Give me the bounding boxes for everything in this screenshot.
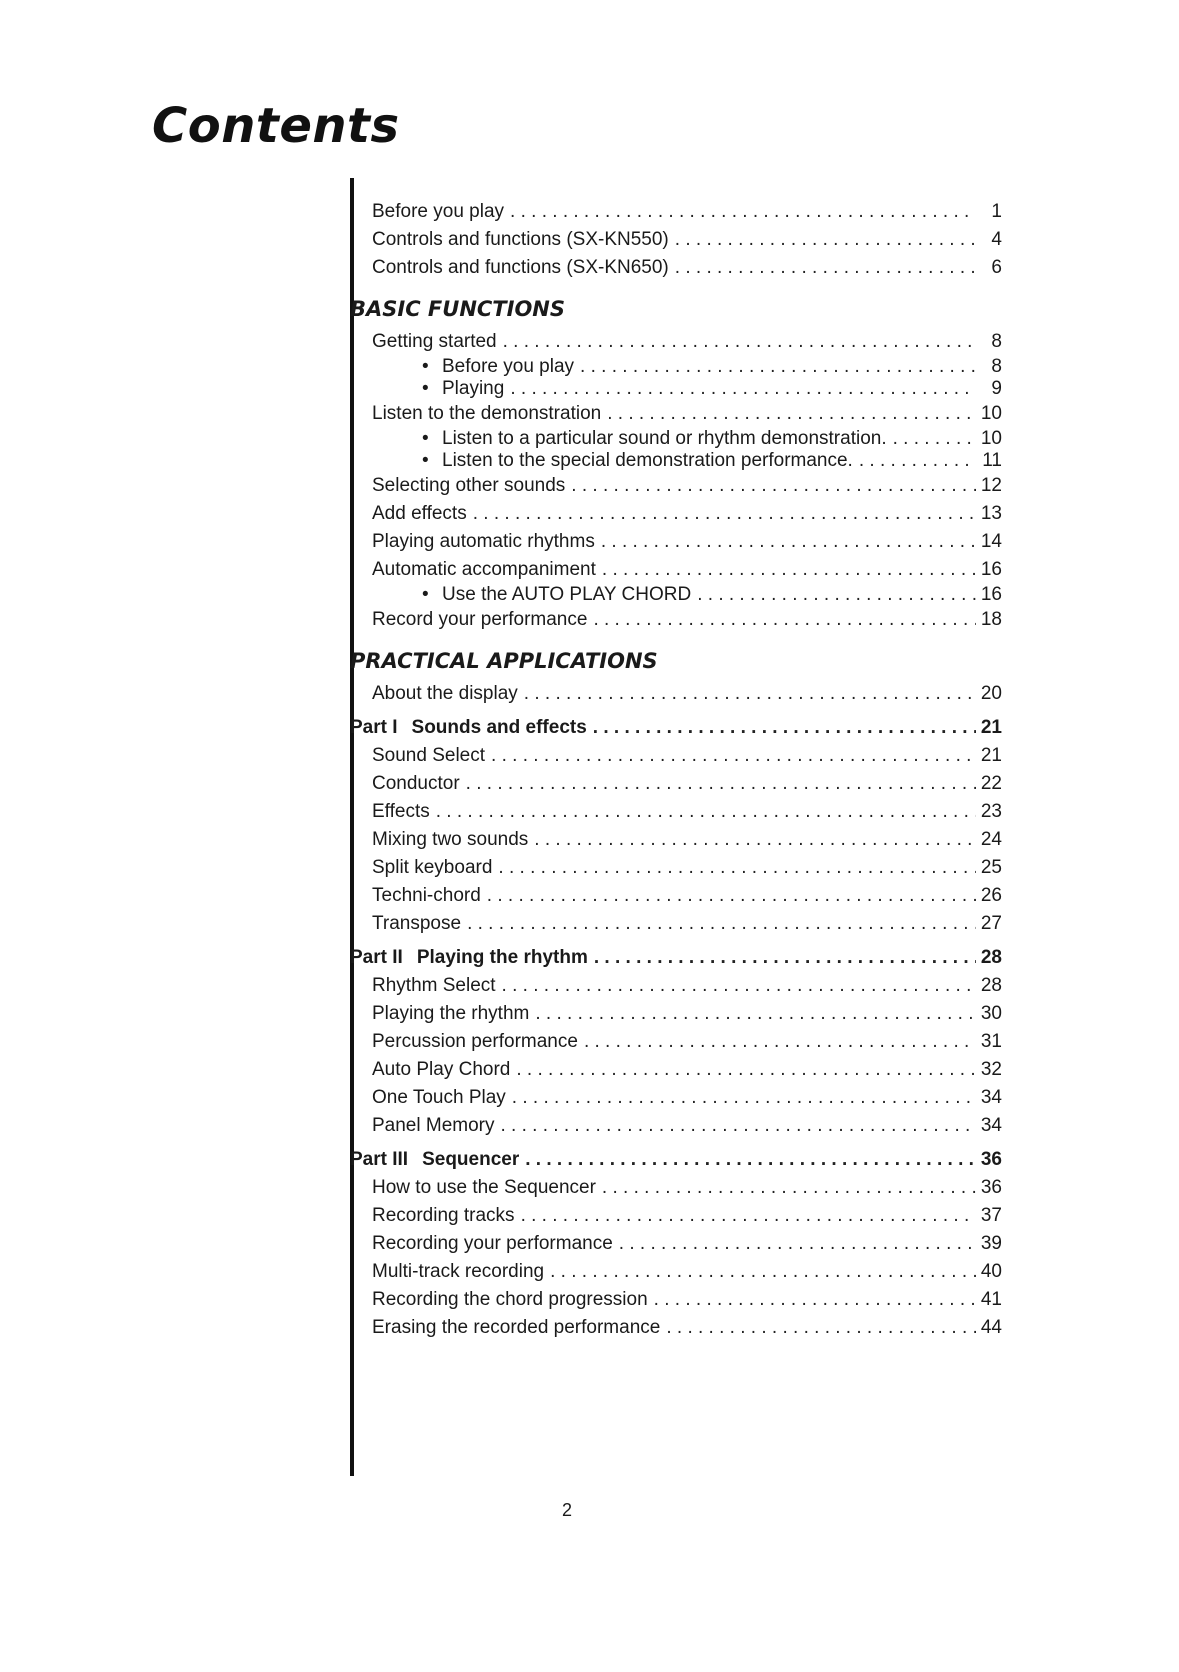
toc-dot-leader	[666, 1314, 976, 1342]
toc-subentry[interactable]	[372, 378, 1002, 400]
toc-entry-label: Split keyboard	[372, 857, 493, 878]
toc-entry[interactable]	[372, 1028, 1002, 1056]
toc-entry-label: Conductor	[372, 773, 460, 794]
toc-dot-leader	[503, 328, 976, 356]
toc-entry-label: Automatic accompaniment	[372, 559, 596, 580]
toc-entry-page: 6	[991, 257, 1002, 278]
toc-dot-leader	[516, 1056, 976, 1084]
toc-entry-page: 1	[991, 201, 1002, 222]
toc-entry-page: 24	[980, 829, 1002, 850]
toc-entry[interactable]	[372, 606, 1002, 634]
toc-entry-label: Add effects	[372, 503, 467, 524]
toc-entry-page: 11	[982, 450, 1002, 471]
toc-entry-page: 34	[980, 1115, 1002, 1136]
toc-entry-page: 8	[991, 331, 1002, 352]
toc-entry-page: 14	[980, 531, 1002, 552]
toc-dot-leader	[512, 1084, 976, 1112]
toc-entry-page: 39	[980, 1233, 1002, 1254]
toc-entry-label: Listen to a particular sound or rhythm demonstration.	[442, 428, 887, 449]
toc-entry[interactable]	[372, 500, 1002, 528]
toc-entry[interactable]	[372, 254, 1002, 282]
toc-entry-label: Controls and functions (SX-KN650)	[372, 257, 669, 278]
page-title: Contents	[152, 98, 400, 154]
toc-entry-label: Multi-track recording	[372, 1261, 545, 1282]
toc-entry-page: 20	[980, 683, 1002, 704]
toc-entry-label: Use the AUTO PLAY CHORD	[442, 584, 692, 605]
toc-entry-page: 25	[980, 857, 1002, 878]
toc-entry-page: 41	[980, 1289, 1002, 1310]
toc-dot-leader	[602, 556, 976, 584]
toc-entry-page: 10	[980, 428, 1002, 449]
toc-entry-label: Controls and functions (SX-KN550)	[372, 229, 669, 250]
part-number: Part III	[350, 1149, 409, 1170]
toc-dot-leader	[491, 742, 976, 770]
toc-dot-leader	[487, 882, 976, 910]
toc-entry-label: Listen to the special demonstration performance.	[442, 450, 853, 471]
toc-entry-page: 32	[980, 1059, 1002, 1080]
toc-entry-label: Mixing two sounds	[372, 829, 529, 850]
toc-dot-leader	[859, 450, 976, 472]
toc-dot-leader	[524, 680, 976, 708]
toc-dot-leader	[893, 428, 976, 450]
toc-entry[interactable]	[372, 770, 1002, 798]
toc-entry[interactable]	[372, 400, 1002, 428]
toc-entry-label: Techni-chord	[372, 885, 481, 906]
toc-entry[interactable]	[372, 1314, 1002, 1342]
toc-dot-leader	[502, 972, 976, 1000]
toc-entry-page: 8	[991, 356, 1002, 377]
bullet: •	[422, 450, 429, 471]
bullet: •	[422, 356, 429, 377]
toc-entry-label: Selecting other sounds	[372, 475, 566, 496]
toc-subentry[interactable]	[372, 450, 1002, 472]
toc-dot-leader	[571, 472, 976, 500]
toc-dot-leader	[697, 584, 976, 606]
toc-dot-leader	[675, 226, 976, 254]
toc-entry-page: 28	[980, 947, 1002, 968]
toc-entry-label: Percussion performance	[372, 1031, 578, 1052]
part-title: Sounds and effects	[411, 717, 587, 738]
toc-entry-page: 4	[991, 229, 1002, 250]
toc-entry[interactable]	[372, 972, 1002, 1000]
toc-dot-leader	[521, 1202, 976, 1230]
toc-dot-leader	[550, 1258, 976, 1286]
toc-entry-label: Transpose	[372, 913, 462, 934]
toc-entry[interactable]	[372, 198, 1002, 226]
toc-entry[interactable]	[372, 472, 1002, 500]
bullet: •	[422, 584, 429, 605]
toc-entry-page: 16	[980, 584, 1002, 605]
toc-entry-label: Before you play	[442, 356, 575, 377]
toc-dot-leader	[467, 910, 976, 938]
toc-entry-label: Playing automatic rhythms	[372, 531, 595, 552]
toc-entry-page: 31	[980, 1031, 1002, 1052]
toc-dot-leader	[654, 1286, 976, 1314]
toc-entry-page: 40	[980, 1261, 1002, 1282]
toc-entry[interactable]	[372, 556, 1002, 584]
toc-entry[interactable]	[372, 328, 1002, 356]
toc-entry-label: Recording your performance	[372, 1233, 613, 1254]
toc-entry-label: Record your performance	[372, 609, 588, 630]
toc-entry-page: 21	[980, 745, 1002, 766]
toc-entry[interactable]	[372, 826, 1002, 854]
toc-dot-leader	[534, 826, 976, 854]
toc-entry-page: 9	[991, 378, 1002, 399]
toc-entry-label: Getting started	[372, 331, 497, 352]
toc-dot-leader	[473, 500, 976, 528]
section-heading-basic: BASIC FUNCTIONS	[350, 297, 565, 321]
toc-entry[interactable]	[372, 1202, 1002, 1230]
part-number: Part I	[350, 717, 398, 738]
toc-subentry[interactable]	[372, 428, 1002, 450]
toc-entry-page: 27	[980, 913, 1002, 934]
table-of-contents	[350, 198, 1002, 1342]
toc-subentry[interactable]	[372, 584, 1002, 606]
toc-entry-label: Playing	[442, 378, 505, 399]
toc-part-entry[interactable]	[350, 1146, 1002, 1174]
toc-entry-page: 44	[980, 1317, 1002, 1338]
toc-entry-label: Rhythm Select	[372, 975, 496, 996]
toc-entry-page: 21	[980, 717, 1002, 738]
toc-entry[interactable]	[372, 882, 1002, 910]
toc-dot-leader	[584, 1028, 976, 1056]
toc-entry[interactable]	[372, 1230, 1002, 1258]
toc-entry-label: About the display	[372, 683, 518, 704]
toc-entry-page: 30	[980, 1003, 1002, 1024]
toc-entry[interactable]	[372, 910, 1002, 938]
toc-entry[interactable]	[372, 798, 1002, 826]
part-number: Part II	[350, 947, 403, 968]
toc-entry-label: Before you play	[372, 201, 505, 222]
toc-entry[interactable]	[372, 1084, 1002, 1112]
toc-entry-label: Recording tracks	[372, 1205, 515, 1226]
toc-part-entry[interactable]	[350, 714, 1002, 742]
toc-entry-label: Panel Memory	[372, 1115, 495, 1136]
toc-entry-label: Erasing the recorded performance	[372, 1317, 661, 1338]
toc-dot-leader	[602, 1174, 976, 1202]
toc-dot-leader	[466, 770, 976, 798]
toc-entry-label: Effects	[372, 801, 430, 822]
toc-entry-label: How to use the Sequencer	[372, 1177, 596, 1198]
toc-entry-page: 36	[980, 1149, 1002, 1170]
toc-entry[interactable]	[372, 1056, 1002, 1084]
toc-dot-leader	[501, 1112, 977, 1140]
toc-entry-page: 18	[980, 609, 1002, 630]
toc-entry-label: Auto Play Chord	[372, 1059, 511, 1080]
toc-entry[interactable]	[372, 1112, 1002, 1140]
toc-entry-label: Playing the rhythm	[372, 1003, 530, 1024]
toc-dot-leader	[498, 854, 976, 882]
toc-entry[interactable]	[372, 528, 1002, 556]
part-title: Sequencer	[422, 1149, 520, 1170]
toc-entry[interactable]	[372, 1286, 1002, 1314]
toc-entry-page: 37	[980, 1205, 1002, 1226]
toc-dot-leader	[535, 1000, 976, 1028]
toc-entry[interactable]	[372, 226, 1002, 254]
toc-dot-leader	[436, 798, 976, 826]
toc-dot-leader	[593, 606, 976, 634]
toc-dot-leader	[510, 198, 976, 226]
toc-dot-leader	[601, 528, 976, 556]
toc-dot-leader	[580, 356, 976, 378]
bullet: •	[422, 378, 429, 399]
toc-entry[interactable]	[372, 854, 1002, 882]
toc-entry-page: 13	[980, 503, 1002, 524]
toc-entry-page: 34	[980, 1087, 1002, 1108]
part-title: Playing the rhythm	[416, 947, 588, 968]
vertical-rule	[350, 178, 354, 1476]
toc-entry-page: 22	[980, 773, 1002, 794]
toc-entry[interactable]	[372, 1174, 1002, 1202]
toc-entry-page: 23	[980, 801, 1002, 822]
toc-entry[interactable]	[372, 1000, 1002, 1028]
toc-dot-leader	[619, 1230, 976, 1258]
toc-dot-leader	[594, 944, 976, 972]
toc-entry-label: Recording the chord progression	[372, 1289, 648, 1310]
toc-dot-leader	[510, 378, 976, 400]
toc-subentry[interactable]	[372, 356, 1002, 378]
toc-entry-page: 16	[980, 559, 1002, 580]
toc-entry-page: 28	[980, 975, 1002, 996]
toc-entry-label: Sound Select	[372, 745, 486, 766]
bullet: •	[422, 428, 429, 449]
toc-dot-leader	[525, 1146, 976, 1174]
toc-entry[interactable]	[372, 1258, 1002, 1286]
toc-dot-leader	[675, 254, 976, 282]
toc-part-entry[interactable]	[350, 944, 1002, 972]
toc-entry-page: 36	[980, 1177, 1002, 1198]
section-heading-practical: PRACTICAL APPLICATIONS	[350, 649, 658, 673]
toc-entry[interactable]	[372, 680, 1002, 708]
toc-dot-leader	[607, 400, 976, 428]
toc-entry-page: 26	[980, 885, 1002, 906]
page-number: 2	[562, 1500, 573, 1520]
toc-entry[interactable]	[372, 742, 1002, 770]
toc-dot-leader	[593, 714, 976, 742]
toc-entry-page: 10	[980, 403, 1002, 424]
toc-entry-page: 12	[980, 475, 1002, 496]
toc-entry-label: Listen to the demonstration	[372, 403, 602, 424]
toc-entry-label: One Touch Play	[372, 1087, 506, 1108]
